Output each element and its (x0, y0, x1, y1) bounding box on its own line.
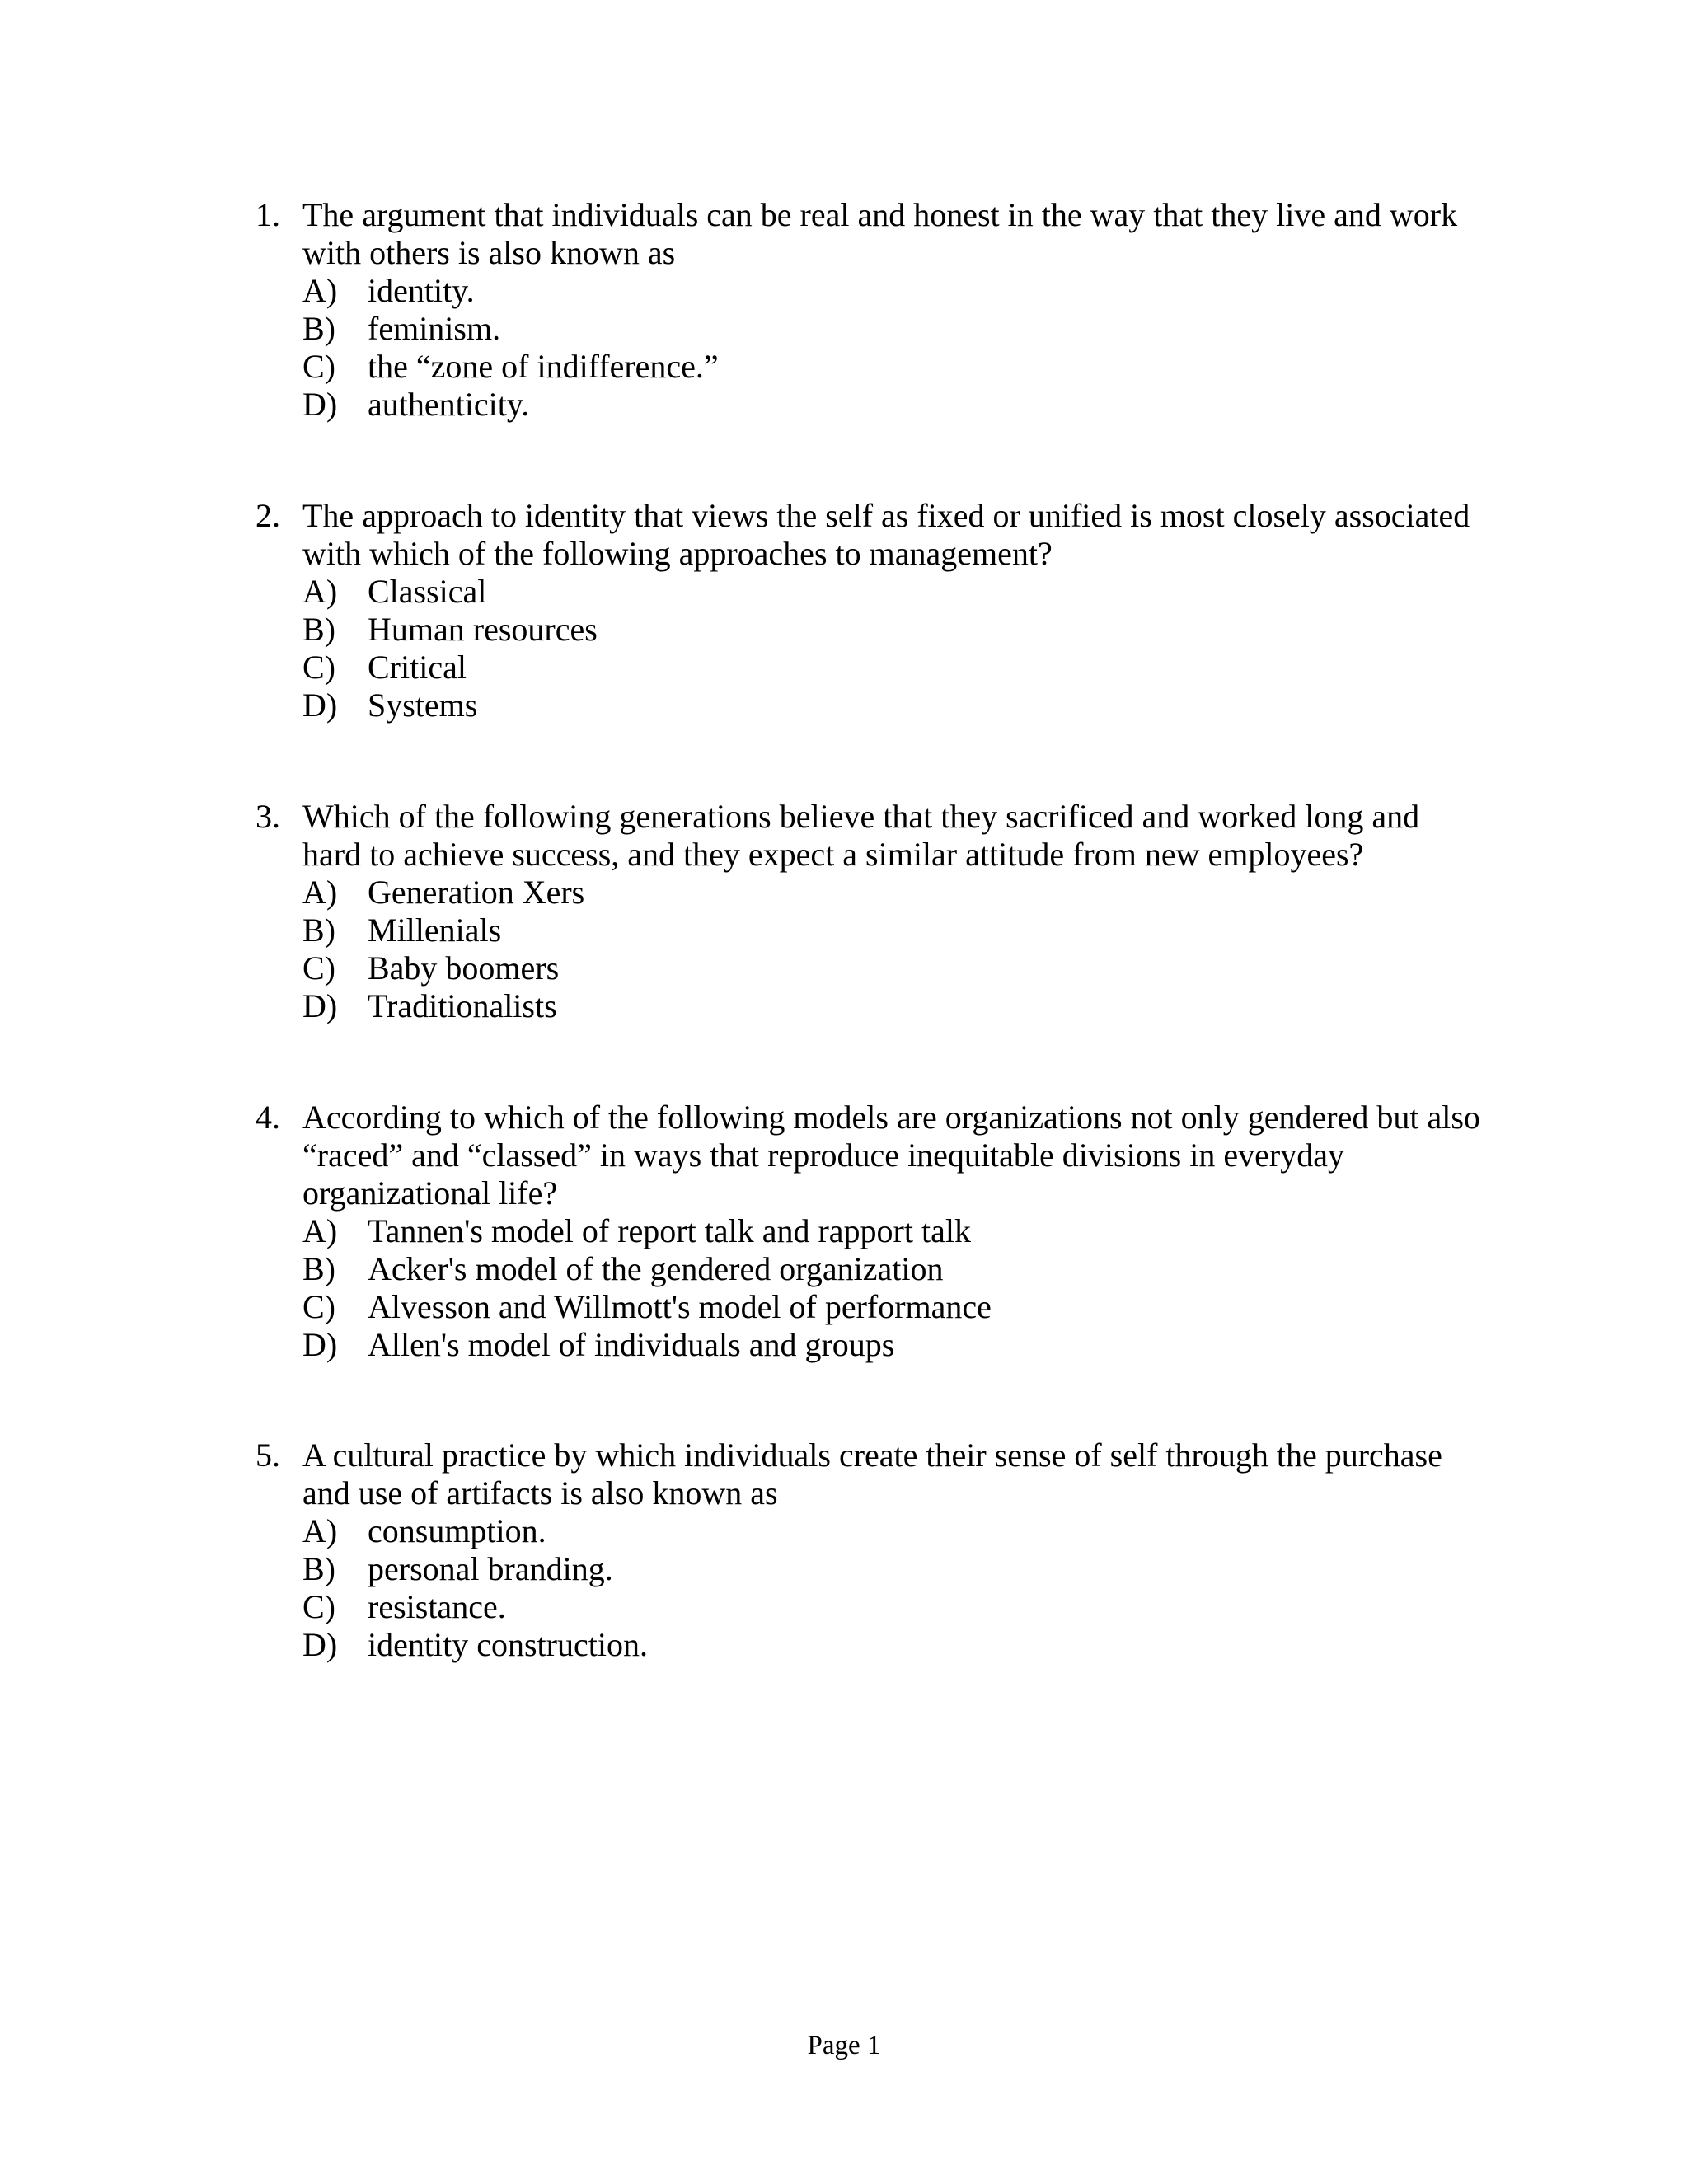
question-number: 5. (256, 1436, 280, 1474)
option-label: C) (302, 1588, 335, 1625)
option-a (302, 1212, 1484, 1250)
option-label: D) (302, 1326, 338, 1363)
option-text: Tannen's model of report talk and rapport talk (368, 1212, 971, 1249)
option-b (302, 1250, 1484, 1288)
option-label: D) (302, 987, 338, 1024)
option-c (302, 1288, 1484, 1326)
option-b (302, 611, 1484, 649)
option-text: Traditionalists (368, 987, 557, 1024)
option-label: A) (302, 573, 338, 610)
question-stem (256, 1099, 1484, 1212)
option-d (302, 687, 1484, 724)
question-stem (256, 196, 1484, 272)
question-5 (256, 1436, 1484, 1664)
option-label: C) (302, 949, 335, 987)
option-list (302, 573, 1484, 724)
option-text: Critical (368, 649, 467, 686)
option-text: Alvesson and Willmott's model of performance (368, 1288, 992, 1325)
option-a (302, 573, 1484, 611)
option-a (302, 272, 1484, 310)
option-text: the “zone of indifference.” (368, 348, 719, 385)
option-d (302, 1326, 1484, 1364)
option-b (302, 310, 1484, 348)
option-text: resistance. (368, 1588, 506, 1625)
option-text: Millenials (368, 912, 502, 949)
option-label: C) (302, 348, 335, 385)
question-number: 2. (256, 497, 280, 534)
question-1 (256, 196, 1484, 424)
question-text: According to which of the following models are organizations not only gendered but also “raced” and “classed” in ways that reproduce inequitable divisions in everyday organizational life? (302, 1099, 1480, 1212)
question-2 (256, 497, 1484, 724)
question-number: 1. (256, 196, 280, 233)
option-label: B) (302, 310, 335, 347)
option-list (302, 1512, 1484, 1664)
option-c (302, 949, 1484, 987)
option-list (302, 272, 1484, 424)
option-c (302, 348, 1484, 386)
question-3 (256, 798, 1484, 1025)
option-d (302, 386, 1484, 424)
option-list (302, 874, 1484, 1025)
option-label: B) (302, 1250, 335, 1287)
option-b (302, 912, 1484, 949)
option-b (302, 1550, 1484, 1588)
option-text: personal branding. (368, 1550, 613, 1587)
option-label: C) (302, 1288, 335, 1325)
question-text: The approach to identity that views the self as fixed or unified is most closely associated with which of the following approaches to management? (302, 497, 1470, 572)
option-text: authenticity. (368, 386, 530, 423)
question-text: The argument that individuals can be real and honest in the way that they live and work with others is also known as (302, 196, 1458, 271)
option-label: D) (302, 1626, 338, 1663)
option-text: consumption. (368, 1512, 546, 1549)
option-label: D) (302, 687, 338, 724)
option-label: B) (302, 611, 335, 648)
option-label: C) (302, 649, 335, 686)
page-number: Page 1 (807, 2031, 881, 2060)
option-text: identity construction. (368, 1626, 648, 1663)
question-text: A cultural practice by which individuals create their sense of self through the purchase and use of artifacts is also known as (302, 1436, 1442, 1511)
question-number: 3. (256, 798, 280, 835)
option-label: B) (302, 912, 335, 949)
question-4 (256, 1099, 1484, 1364)
option-label: A) (302, 1212, 338, 1249)
option-label: A) (302, 272, 338, 309)
option-text: Systems (368, 687, 478, 724)
option-label: B) (302, 1550, 335, 1587)
option-text: identity. (368, 272, 475, 309)
option-label: A) (302, 1512, 338, 1549)
option-c (302, 649, 1484, 687)
option-label: A) (302, 874, 338, 911)
option-text: Human resources (368, 611, 598, 648)
question-stem (256, 497, 1484, 573)
option-text: Generation Xers (368, 874, 585, 911)
option-text: Baby boomers (368, 949, 560, 987)
option-text: feminism. (368, 310, 501, 347)
option-text: Allen's model of individuals and groups (368, 1326, 895, 1363)
question-number: 4. (256, 1099, 280, 1136)
option-label: D) (302, 386, 338, 423)
question-stem (256, 1436, 1484, 1512)
question-text: Which of the following generations believe that they sacrificed and worked long and hard to achieve success, and they expect a similar attitude from new employees? (302, 798, 1420, 873)
option-d (302, 987, 1484, 1025)
option-c (302, 1588, 1484, 1626)
option-d (302, 1626, 1484, 1664)
option-a (302, 1512, 1484, 1550)
question-stem (256, 798, 1484, 874)
option-text: Classical (368, 573, 487, 610)
option-a (302, 874, 1484, 912)
option-list (302, 1212, 1484, 1364)
option-text: Acker's model of the gendered organization (368, 1250, 944, 1287)
